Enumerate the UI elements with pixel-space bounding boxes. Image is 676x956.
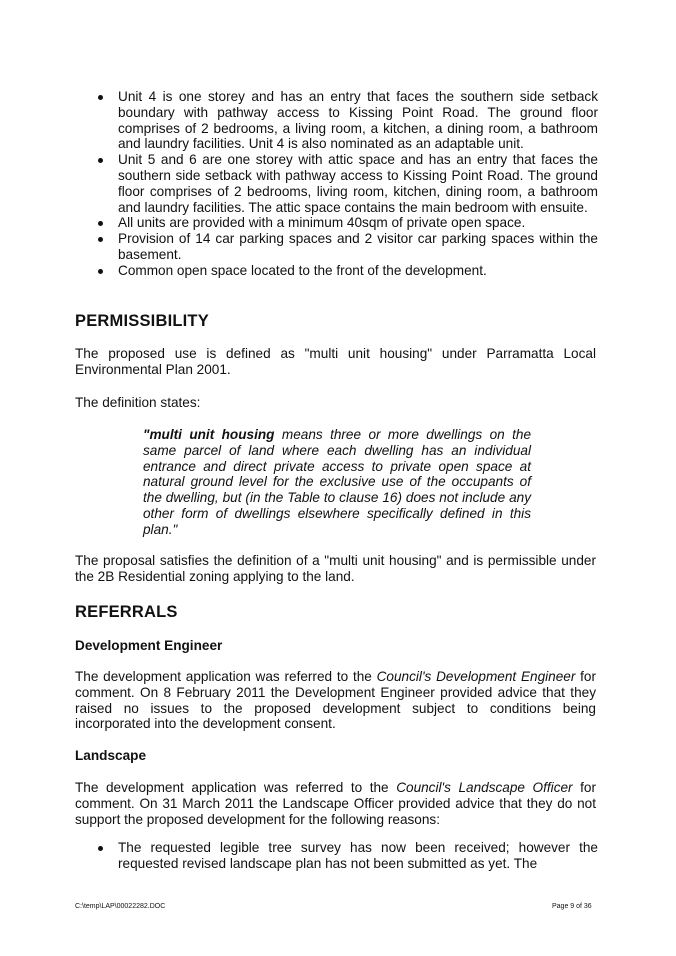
unit-description-list [98,89,598,279]
landscape-paragraph [75,780,596,827]
landscape-subheading: Landscape [75,748,147,763]
list-item: All units are provided with a minimum 40sqm of private open space. [98,215,598,231]
referrals-heading: REFERRALS [75,603,178,621]
text-span: for comment. On 31 March 2011 the Landscape Officer provided advice that they do not support the proposed development for the following reasons: [75,780,597,827]
list-item: The requested legible tree survey has now been received; however the requested revised landscape plan has not been submitted as yet. The [98,840,598,872]
list-item: Common open space located to the front of the development. [98,263,598,279]
definition-intro: The definition states: [75,395,201,410]
referral-recipient: Council's Development Engineer [376,669,576,684]
defined-term: multi unit housing [149,427,275,442]
footer-file-path: C:\temp\LAP\00022282.DOC [75,903,166,910]
quote-open-mark: " [143,427,150,442]
footer-page-number: Page 9 of 36 [552,903,592,910]
list-item: Unit 4 is one storey and has an entry that faces the southern side setback boundary with pathway access to Kissing Point Road. The ground floor comprises of 2 bedrooms, a living room, a kitchen, a dining room, a bathroom and laundry facilities. Unit 4 is also nominated as an adaptable unit. [98,89,598,152]
permissibility-paragraph: The proposed use is defined as "multi unit housing" under Parramatta Local Environmental Plan 2001. [75,346,596,377]
permissibility-conclusion: The proposal satisfies the definition of a "multi unit housing" and is permissible under the 2B Residential zoning applying to the land. [75,553,596,584]
text-span: The development application was referred to the [75,780,397,795]
text-span: The development application was referred to the [75,669,377,684]
landscape-reasons-list [98,840,598,872]
permissibility-heading: PERMISSIBILITY [75,312,209,330]
referral-recipient: Council's Landscape Officer [396,780,573,795]
list-item: Unit 5 and 6 are one storey with attic space and has an entry that faces the southern side setback with pathway access to Kissing Point Road. The ground floor comprises of 2 bedrooms, living room, kitchen, dining room, a bathroom and laundry facilities. The attic space contains the main bedroom with ensuite. [98,152,598,215]
definition-quote [143,427,531,538]
definition-text: means three or more dwellings on the same parcel of land where each dwelling has an individual entrance and direct private access to private open space at natural ground level for the exclusive use of the occupants of the dwelling, but (in the Table to clause 16) does not include any other form of dwellings elsewhere specifically defined in this plan." [143,427,531,537]
text-span: for comment. On 8 February 2011 the Development Engineer provided advice that they raised no issues to the proposed development subject to conditions being incorporated into the development consent. [75,669,597,732]
engineer-paragraph [75,669,596,732]
list-item: Provision of 14 car parking spaces and 2 visitor car parking spaces within the basement. [98,231,598,263]
engineer-subheading: Development Engineer [75,638,223,653]
